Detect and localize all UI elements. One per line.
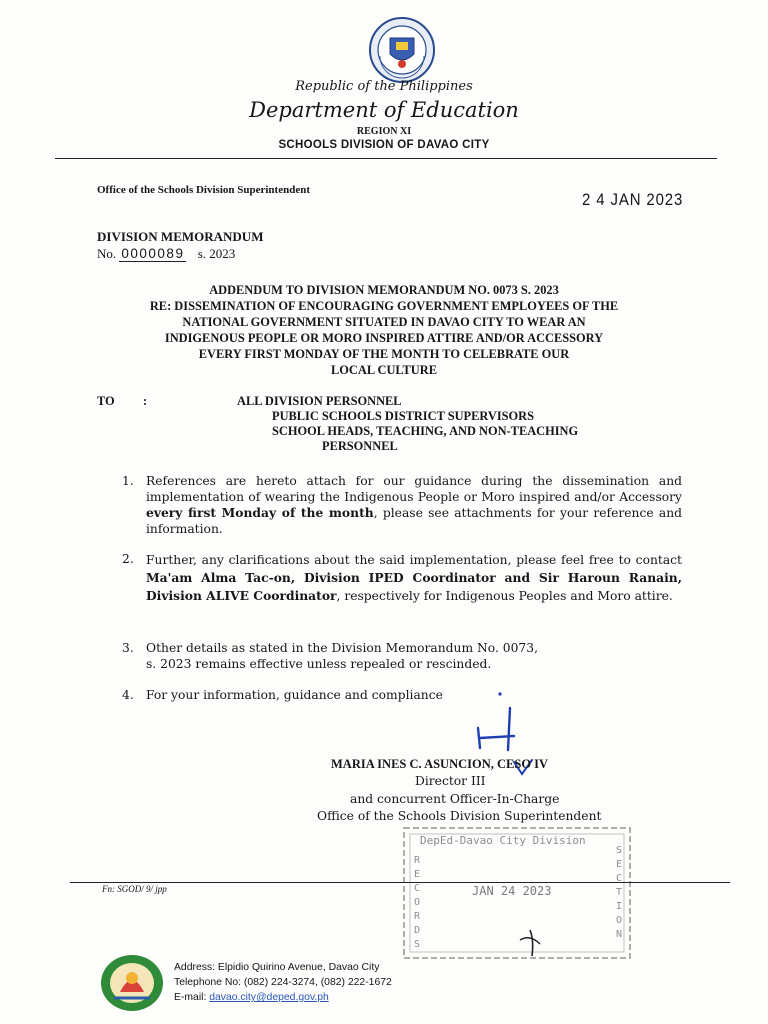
deped-seal-logo: [368, 16, 436, 84]
division-label: SCHOOLS DIVISION OF DAVAO CITY: [278, 139, 490, 151]
subject-line: NATIONAL GOVERNMENT SITUATED IN DAVAO CITY TO WEAR AN: [182, 315, 586, 329]
stamp-top-text: DepEd-Davao City Division: [420, 834, 586, 847]
item-text-part: , respectively for Indigenous Peoples and Moro attire.: [336, 589, 673, 603]
memo-series: s. 2023: [197, 246, 236, 261]
recipient: PERSONNEL: [322, 439, 398, 453]
item-text: [146, 551, 682, 605]
footer-divider: [70, 882, 730, 883]
memo-number-line: [97, 246, 235, 262]
item-number: 3.: [122, 641, 134, 655]
records-stamp: [380, 820, 670, 970]
republic-line: Republic of the Philippines: [295, 79, 473, 94]
subject-line: EVERY FIRST MONDAY OF THE MONTH TO CELEBRATE OUR: [198, 347, 570, 361]
filename-code: Fn: SGOD/ 9/ jpp: [102, 884, 167, 894]
department-name: Department of Education: [249, 98, 519, 122]
item-text: [146, 473, 682, 537]
footer-telephone: Telephone No: (082) 224-3274, (082) 222-1672: [174, 977, 392, 988]
email-link[interactable]: davao.city@deped.gov.ph: [209, 992, 329, 1003]
signatory-office: Office of the Schools Division Superintendent: [317, 809, 602, 823]
memo-date: 2 4 JAN 2023: [582, 190, 684, 209]
item-text-bold: every first Monday of the month: [146, 505, 374, 520]
footer-email-line: [174, 992, 329, 1003]
subject-line: ADDENDUM TO DIVISION MEMORANDUM NO. 0073 S. 2023: [209, 283, 559, 297]
to-label: TO: [97, 394, 115, 408]
davao-division-seal-logo: [100, 954, 164, 1012]
stamp-right-text: SECTION: [616, 845, 623, 940]
recipient: SCHOOL HEADS, TEACHING, AND NON-TEACHING: [272, 424, 579, 438]
item-number: 4.: [122, 688, 134, 702]
item-text-part: , please see attachments for your reference and information.: [146, 506, 682, 536]
recipient: ALL DIVISION PERSONNEL: [237, 394, 402, 408]
memo-heading: DIVISION MEMORANDUM: [97, 229, 264, 244]
stamp-left-text: RECORDS: [414, 855, 421, 950]
item-text-part: Further, any clarifications about the said implementation, please feel free to contact: [146, 553, 682, 567]
item-number: 2.: [122, 552, 134, 566]
memo-number: 0000089: [121, 246, 185, 261]
item-number: 1.: [122, 474, 134, 488]
stamp-date: JAN 24 2023: [472, 884, 552, 898]
memo-subject: [0, 282, 768, 378]
item-text-bold: Ma'am Alma Tac-on, Division IPED Coordinator and Sir Haroun Ranain, Division ALIVE Coordinator: [146, 570, 682, 603]
item-text: For your information, guidance and compliance: [146, 688, 443, 702]
to-colon: :: [143, 394, 148, 408]
list-item: [122, 551, 682, 617]
subject-line: LOCAL CULTURE: [331, 363, 437, 377]
email-label: E-mail:: [174, 992, 210, 1003]
footer-address: Address: Elpidio Quirino Avenue, Davao City: [174, 962, 380, 973]
list-item: [122, 473, 682, 539]
signatory-title: Director III: [415, 774, 486, 788]
signatory-role: and concurrent Officer-In-Charge: [350, 792, 560, 806]
list-item: [122, 640, 682, 674]
region-label: REGION XI: [356, 126, 412, 137]
item-text: Other details as stated in the Division Memorandum No. 0073, s. 2023 remains effective unless repealed or rescinded.: [146, 641, 538, 671]
office-label: Office of the Schools Division Superintendent: [97, 184, 310, 196]
item-text-part: References are hereto attach for our guidance during the dissemination and implementation of wearing the Indigenous People or Moro inspired and/or Accessory: [146, 474, 682, 504]
recipient: PUBLIC SCHOOLS DISTRICT SUPERVISORS: [272, 409, 535, 423]
memo-no-prefix: No.: [97, 246, 117, 261]
signatory-name: MARIA INES C. ASUNCION, CESO IV: [331, 757, 549, 771]
subject-line: INDIGENOUS PEOPLE OR MORO INSPIRED ATTIRE AND/OR ACCESSORY: [164, 331, 604, 345]
header-divider: [55, 158, 717, 159]
subject-line: RE: DISSEMINATION OF ENCOURAGING GOVERNMENT EMPLOYEES OF THE: [149, 299, 619, 313]
list-item: [122, 687, 682, 705]
